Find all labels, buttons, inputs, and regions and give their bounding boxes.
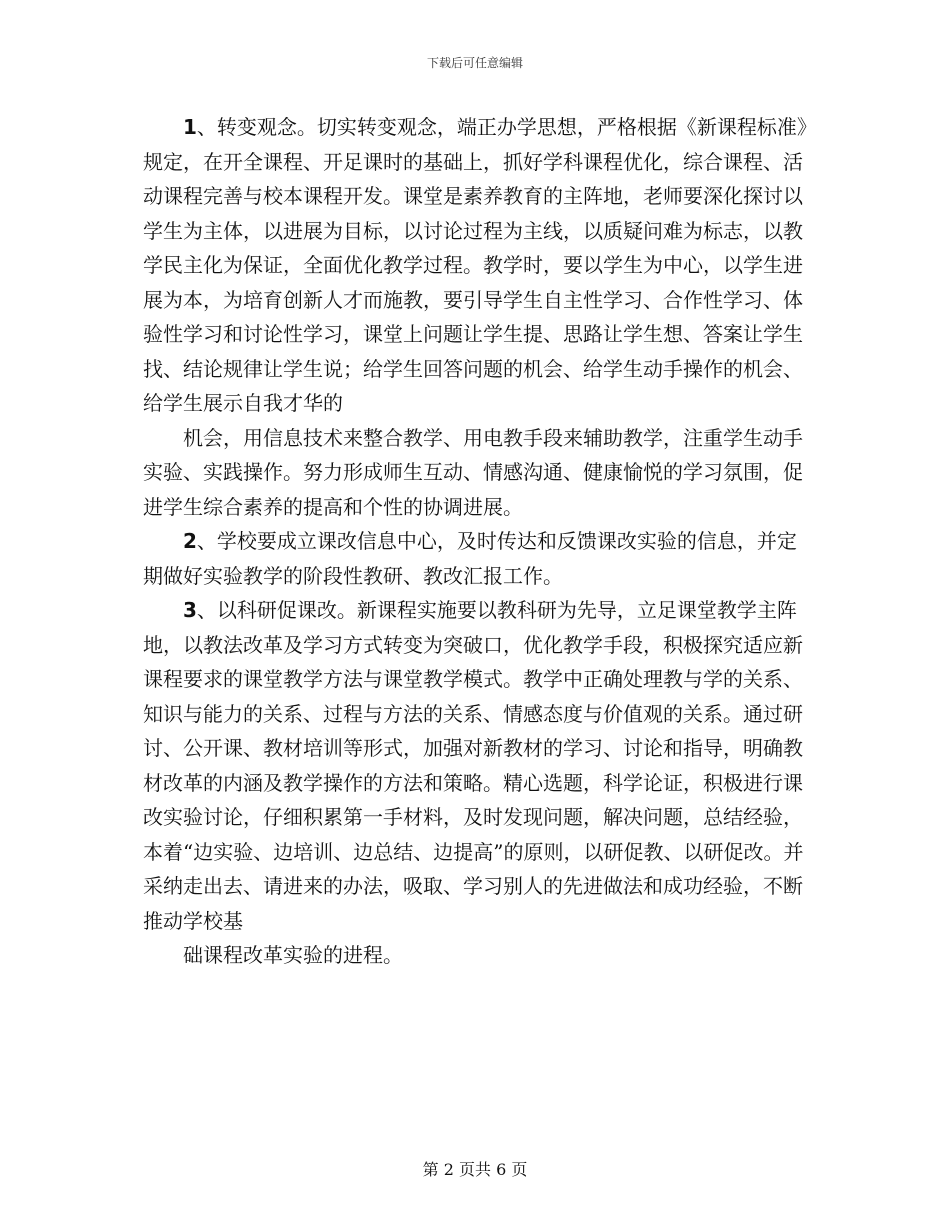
- paragraph-text: 、转变观念。切实转变观念，端正办学思想，严格根据《新课程标准》规定，在开全课程、开足课时的基础上，抓好学科课程优化，综合课程、活动课程完善与校本课程开发。课堂是素养教育的主阵地，老师要深化探讨以学生为主体，以进展为目标，以讨论过程为主线，以质疑问难为标志，以教学民主化为保证，全面优化教学过程。教学时，要以学生为中心，以学生进展为本，为培育创新人才而施教，要引导学生自主性学习、合作性学习、体验性学习和讨论性学习，课堂上问题让学生提、思路让学生想、答案让学生找、结论规律让学生说；给学生回答问题的机会、给学生动手操作的机会、给学生展示自我才华的: [143, 115, 807, 415]
- paragraph-text: 机会，用信息技术来整合教学、用电教手段来辅助教学，注重学生动手实验、实践操作。努力形成师生互动、情感沟通、健康愉悦的学习氛围，促进学生综合素养的提高和个性的协调进展。: [143, 425, 803, 519]
- item-number: 2: [183, 529, 197, 553]
- paragraph-3-continued: [143, 938, 815, 973]
- document-body: [143, 110, 815, 973]
- paragraph-text: 、以科研促课改。新课程实施要以教科研为先导，立足课堂教学主阵地，以教法改革及学习方式转变为突破口，优化教学手段，积极探究适应新课程要求的课堂教学方法与课堂教学模式。教学中正确处理教与学的关系、知识与能力的关系、过程与方法的关系、情感态度与价值观的关系。通过研讨、公开课、教材培训等形式，加强对新教材的学习、讨论和指导，明确教材改革的内涵及教学操作的方法和策略。精心选题，科学论证，积极进行课改实验讨论，仔细积累第一手材料，及时发现问题，解决问题，总结经验，本着“边实验、边培训、边总结、边提高”的原则，以研促教、以研促改。并采纳走出去、请进来的办法，吸取、学习别人的先进做法和成功经验，不断推动学校基: [143, 598, 804, 933]
- paragraph-text: 、学校要成立课改信息中心，及时传达和反馈课改实验的信息，并定期做好实验教学的阶段性教研、教改汇报工作。: [143, 529, 797, 588]
- paragraph-text: 础课程改革实验的进程。: [183, 943, 403, 967]
- page-header: 下载后可任意编辑: [426, 56, 523, 70]
- paragraph-3: [143, 593, 815, 938]
- paragraph-1-continued: [143, 421, 815, 525]
- item-number: 1: [183, 115, 197, 139]
- paragraph-1: [143, 110, 815, 421]
- page-footer: 第 2 页共 6 页: [422, 1160, 528, 1179]
- item-number: 3: [183, 598, 197, 622]
- paragraph-2: [143, 524, 815, 593]
